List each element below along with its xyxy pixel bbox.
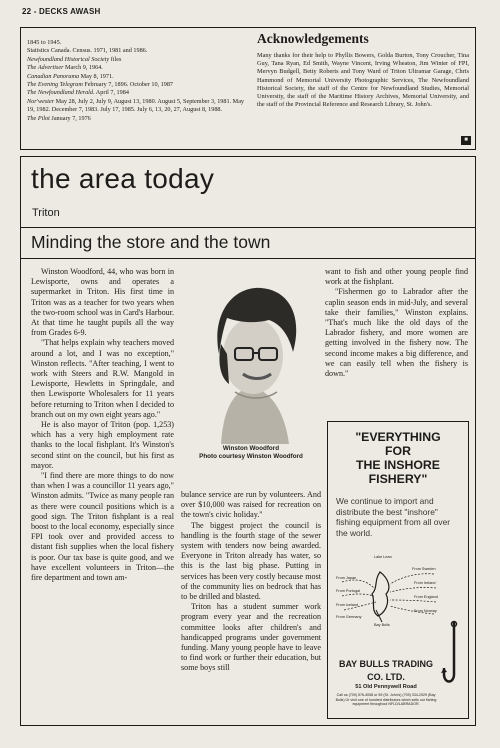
source-item: The Evening Telegram February 7, 1896. October 10, 1987 bbox=[27, 81, 174, 89]
sources-acknowledgements-box bbox=[20, 27, 476, 150]
map-label: From Portugal bbox=[336, 589, 361, 593]
source-item: The Advertiser March 9, 1964. bbox=[27, 64, 103, 72]
paragraph: "Fishermen go to Labrador after the caplin season ends in mid-July, and several take their families," Winston explains. "That's much like the old days of the Labrador fishery, and more women are getting involved in the fishery now. The second income makes a big difference, and we can easily tell when the fishery is down." bbox=[325, 287, 468, 379]
source-item: Newfoundland Historical Society files bbox=[27, 55, 122, 63]
place-name: Triton bbox=[32, 207, 60, 219]
acknowledgements-title: Acknowledgements bbox=[257, 31, 369, 46]
ad-headline-line: "EVERYTHING bbox=[355, 430, 441, 444]
ad-company-line: CO. LTD. bbox=[367, 672, 405, 682]
section-title: the area today bbox=[31, 163, 215, 194]
divider bbox=[21, 258, 475, 259]
paragraph: He is also mayor of Triton (pop. 1,253) which has a very high employment rate thanks to the local fishplant. It's Winston's second stint on the council, but his first as mayor. bbox=[31, 420, 174, 470]
ad-body: We continue to import and distribute the best "inshore" fishing equipment from all over the world. bbox=[336, 496, 451, 538]
acknowledgements-text: Many thanks for their help to Phyllis Bowers, Golda Burton, Tony Croucher, Tina Guy, Tana Ryan, Ed Smith, Wayne Vincent, Irving Wheaton, Jim Winter of FPI, Mervyn Budgell, Betty Roberts and Tony Ward of Triton Ultramar Garage, Chris Hammond of Memorial University Photographic Services, The Newfoundland Historical Society, the staff of the Centre for Newfoundland Studies, Memorial University, the staff of the Maritime History Archives, Memorial University, and the staff of the Provincial Reference and Research Library, St. John's. bbox=[257, 52, 469, 109]
end-mark-icon: ■ bbox=[461, 136, 471, 145]
advertisement bbox=[327, 421, 469, 719]
map-label: From England bbox=[414, 595, 438, 599]
acknowledgements bbox=[257, 31, 469, 109]
article-headline: Minding the store and the town bbox=[31, 232, 271, 252]
article-column-1 bbox=[31, 267, 174, 583]
ad-company-name bbox=[334, 658, 438, 684]
map-label: From Germany bbox=[336, 615, 362, 619]
paragraph: Triton has a student summer work program every year and the recreation committee looks after children's and handicapped programs under government funding. Many young people have to leave to find work or further their education, but some boys still bbox=[181, 602, 321, 673]
ad-headline-line: FOR bbox=[385, 444, 411, 458]
map-label: Lake Lean bbox=[374, 555, 392, 559]
ad-fine-print: Call us (709) 576-4058 or 59 (St. John's) (709) 334-2929 (Bay Bulls) Or visit one of hundred distributors which sells our fishing equipment throughout NFLD/LABRADOR. bbox=[335, 693, 437, 707]
paragraph: want to fish and other young people find work at the fishplant. bbox=[325, 267, 468, 287]
article-column-2 bbox=[181, 490, 321, 674]
source-item: Statistics Canada. Census. 1971, 1981 and 1986. bbox=[27, 47, 148, 55]
source-item: Canadian Panorama May 8, 1971. bbox=[27, 72, 114, 80]
paragraph: "I find there are more things to do now than when I was a councillor 11 years ago," Winston admits. "Twice as many people ran as there were council positions which is a good sign. The Triton fishplant is a real boost to the local economy, especially since FPI took over and provided access to distant fish supplies when the local fishery is poor. Our tax base is quite good, and we have excellent volunteers in Triton—the fire department and town am- bbox=[31, 471, 174, 583]
photo-caption bbox=[181, 445, 321, 461]
ad-company-line: BAY BULLS TRADING bbox=[338, 659, 433, 669]
source-item: Nor'wester May 28, July 2, July 9, August 13, 1980. August 5, September 3, 1981. May 19, 1982. December 7, 1983. July 17, 1985. July 6, 13, 20, 27, August 8, 1988. bbox=[27, 97, 245, 114]
map-label: From Sweden bbox=[412, 567, 436, 571]
paragraph: The biggest project the council is handling is the fourth stage of the sewer system with tenders now being awarded. Everyone in Triton already has water, so this is the last big phase. Putting in services has been very costly because most of the community lies on bedrock that has to be drilled and blasted. bbox=[181, 520, 321, 602]
source-item: The Newfoundland Herald. April 7, 1984 bbox=[27, 89, 129, 97]
ad-headline-line: FISHERY" bbox=[368, 472, 428, 486]
map-illustration bbox=[334, 552, 444, 627]
ad-address: 51 Old Pennywell Road bbox=[355, 684, 417, 690]
fish-hook-icon bbox=[440, 620, 462, 690]
article-column-3 bbox=[325, 267, 468, 379]
map-label: From Ireland bbox=[414, 581, 436, 585]
divider bbox=[21, 227, 475, 228]
ad-headline-line: THE INSHORE bbox=[355, 458, 441, 472]
running-head: 22 - DECKS AWASH bbox=[22, 7, 101, 16]
caption-credit: Photo courtesy Winston Woodford bbox=[199, 453, 303, 460]
paragraph: bulance service are run by volunteers. And over $10,000 was raised for recreation on the town's civic holiday." bbox=[181, 490, 321, 520]
caption-name: Winston Woodford bbox=[222, 445, 280, 452]
sources-list bbox=[27, 39, 249, 123]
article-box bbox=[20, 156, 476, 726]
paragraph: Winston Woodford, 44, who was born in Lewisporte, owns and operates a supermarket in Triton. His first time in Triton was as a teacher for two years when the two-room school was in Card's Harbour. At that time he taught pupils all the way from Grades 6-9. bbox=[31, 267, 174, 338]
paragraph: "That helps explain why teachers moved around a lot, and I was no exception," Winston reflects. "After teaching, I went to work with Steers and R.W. Mangold in Lewisporte, Hewletts in Springdale, and then Lewisporte Wholesalers for 11 years before returning to Triton when I decided to branch out on my own eight years ago." bbox=[31, 338, 174, 419]
map-label: From Japan bbox=[336, 576, 357, 580]
map-label: Bay Bulls bbox=[374, 623, 390, 627]
portrait-photo bbox=[181, 274, 321, 444]
source-item: 1845 to 1945. bbox=[27, 39, 62, 46]
source-item: The Pilot January 7, 1976 bbox=[27, 114, 91, 122]
map-label: From Norway bbox=[414, 609, 437, 613]
map-label: From Iceland bbox=[336, 603, 359, 607]
ad-headline bbox=[328, 430, 468, 486]
